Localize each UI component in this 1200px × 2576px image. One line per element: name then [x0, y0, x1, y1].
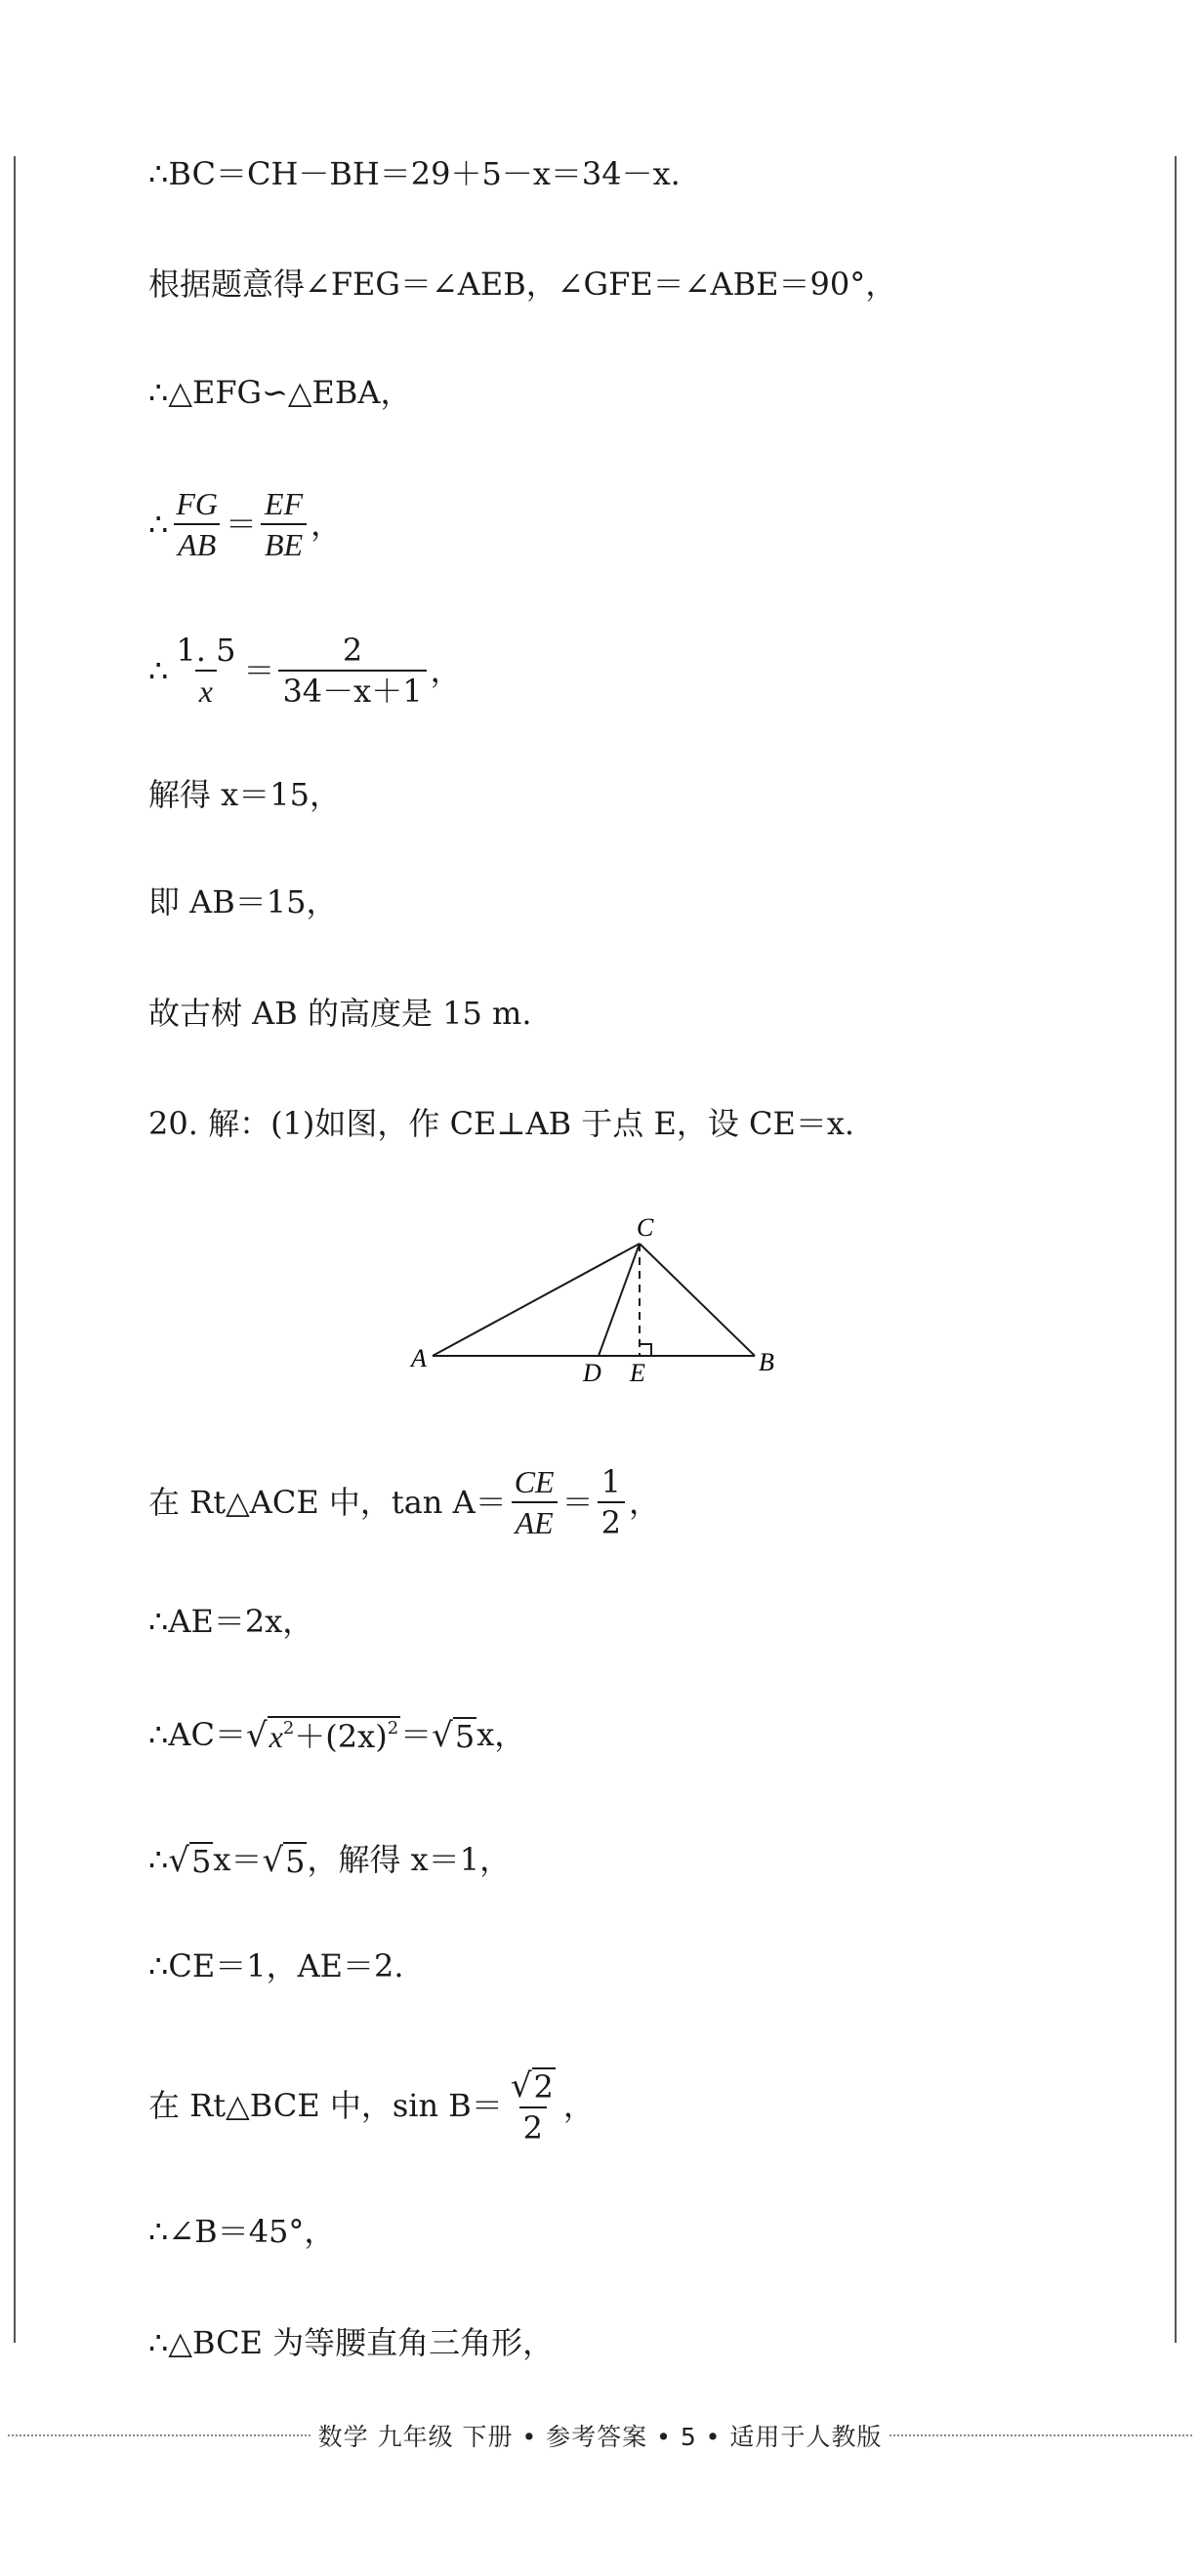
line-ab-value: 即 AB＝15， [148, 883, 338, 920]
line-solve-x: 解得 x＝15， [148, 776, 341, 813]
segment-ac [433, 1244, 640, 1356]
line-bc-expression: ∴BC＝CH－BH＝29＋5－x＝34－x. [148, 155, 681, 192]
line-problem-20: 20. 解：(1)如图，作 CE⊥AB 于点 E，设 CE＝x. [148, 1105, 855, 1142]
segment-cd [599, 1244, 640, 1356]
line-ce-ae-values: ∴CE＝1，AE＝2. [148, 1947, 404, 1984]
line-ae-2x: ∴AE＝2x， [148, 1603, 314, 1640]
label-a: A [411, 1344, 427, 1372]
line-tree-height: 故古树 AB 的高度是 15 m. [148, 995, 532, 1032]
line-angle-equality: 根据题意得∠FEG＝∠AEB，∠GFE＝∠ABE＝90°， [148, 266, 897, 303]
footer-dots-right [890, 2434, 1192, 2436]
line-similar-triangles: ∴△EFG∽△EBA， [148, 374, 412, 411]
triangle-figure [0, 1208, 1200, 1384]
line-solve-sqrt5: ∴ √ 5 x＝ √ 5 ，解得 x＝1， [148, 1841, 512, 1880]
line-ac-sqrt: ∴AC＝ √ $x^2+(2x)^2$ ＝ √ 5 x， [148, 1715, 526, 1755]
footer-text: 数学 九年级 下册 • 参考答案 • 5 • 适用于人教版 [317, 2423, 883, 2451]
segment-bc [640, 1244, 755, 1356]
label-b: B [759, 1348, 774, 1376]
line-ratio-numeric: ∴ $\frac{1. 5}{x}$ ＝ $\frac{2}{34-x+1}$ ， [148, 632, 462, 710]
page-footer [0, 2411, 1200, 2460]
line-tan-a: 在 Rt△ACE 中，tan A＝ $\frac{CE}{AE}$ ＝ $\frac{1}{2}$ ， [148, 1463, 660, 1541]
right-angle-mark [640, 1344, 651, 1356]
line-ratio-fg-ab: ∴ $\frac{FG}{AB}$ ＝ $\frac{EF}{BE}$ ， [148, 486, 343, 562]
line-angle-b: ∴∠B＝45°， [148, 2213, 336, 2250]
footer-dots-left [8, 2434, 310, 2436]
line-isosceles-right: ∴△BCE 为等腰直角三角形， [148, 2324, 555, 2361]
line-sin-b: 在 Rt△BCE 中，sin B＝ √ 2 2 ， [148, 2066, 595, 2147]
label-c: C [637, 1213, 654, 1242]
label-d: D [583, 1359, 601, 1384]
label-e: E [630, 1359, 645, 1384]
